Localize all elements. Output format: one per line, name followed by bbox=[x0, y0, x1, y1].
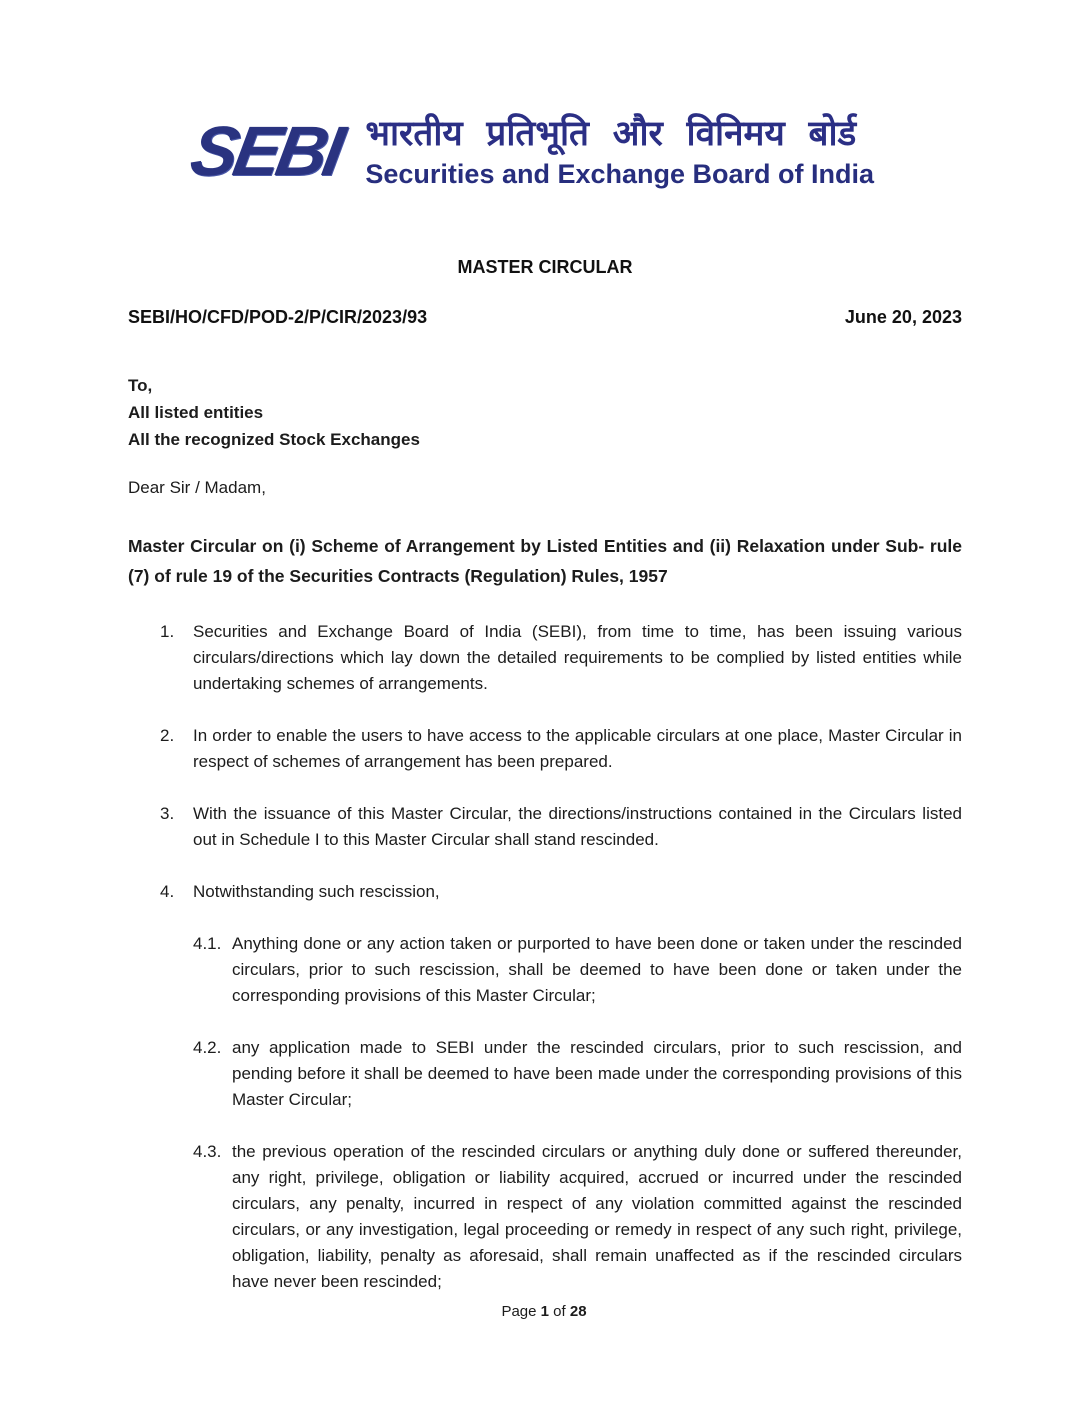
sebi-logo-text bbox=[365, 111, 874, 191]
logo-hindi-text: भारतीय प्रतिभूति और विनिमय बोर्ड bbox=[365, 114, 857, 153]
paragraph-number: 1. bbox=[160, 622, 175, 641]
subject-line: Master Circular on (i) Scheme of Arrangement by Listed Entities and (ii) Relaxation under Sub- rule (7) of rule 19 of the Securities Contracts (Regulation) Rules, 1957 bbox=[128, 536, 962, 586]
subparagraph-number: 4.1. bbox=[193, 934, 222, 953]
circular-number: SEBI/HO/CFD/POD-2/P/CIR/2023/93 bbox=[128, 307, 428, 327]
paragraph-2 bbox=[128, 723, 962, 775]
subparagraph-text: the previous operation of the rescinded circulars or anything duly done or suffered thereunder, any right, privilege, obligation or liability acquired, accrued or incurred under the rescinded circulars, any penalty, incurred in respect of any violation committed against the rescinded circulars, or any investigation, legal proceeding or remedy in respect of any such right, privilege, obligation, liability, penalty as aforesaid, shall remain unaffected as if the rescinded circulars have never been rescinded; bbox=[232, 1142, 962, 1291]
paragraph-1 bbox=[128, 619, 962, 697]
paragraph-4 bbox=[128, 879, 962, 905]
footer-page-prefix: Page bbox=[501, 1303, 541, 1320]
paragraph-text: In order to enable the users to have access to the applicable circulars at one place, Master Circular in respect of schemes of arrangement has been prepared. bbox=[193, 726, 962, 771]
sebi-logo bbox=[185, 100, 962, 202]
addressee-line: All listed entities bbox=[128, 403, 264, 422]
paragraph-text: Notwithstanding such rescission, bbox=[193, 882, 440, 901]
subparagraph-4-3 bbox=[193, 1139, 962, 1295]
paragraph-3 bbox=[128, 801, 962, 853]
subparagraph-number: 4.2. bbox=[193, 1038, 222, 1057]
document-title: MASTER CIRCULAR bbox=[457, 257, 633, 277]
paragraph-number: 4. bbox=[160, 882, 175, 901]
subparagraph-text: Anything done or any action taken or purported to have been done or taken under the rescinded circulars, prior to such rescission, shall be deemed to have been done or taken under the corresponding provisions of this Master Circular; bbox=[232, 934, 962, 1005]
paragraph-number: 2. bbox=[160, 726, 175, 745]
paragraph-text: Securities and Exchange Board of India (SEBI), from time to time, has been issuing various circulars/directions which lay down the detailed requirements to be complied by listed entities while undertaking schemes of arrangements. bbox=[193, 622, 962, 693]
subparagraph-number: 4.3. bbox=[193, 1142, 222, 1161]
salutation: Dear Sir / Madam, bbox=[128, 478, 266, 497]
footer-page-of: of bbox=[549, 1303, 570, 1320]
addressee-block bbox=[128, 372, 962, 453]
sebi-logo-mark: SEBI bbox=[185, 112, 347, 190]
subparagraph-text: any application made to SEBI under the rescinded circulars, prior to such rescission, and pending before it shall be deemed to have been made under the corresponding provisions of this Master Circular; bbox=[232, 1038, 962, 1109]
paragraph-list bbox=[128, 619, 962, 1295]
reference-row bbox=[128, 304, 962, 330]
paragraph-number: 3. bbox=[160, 804, 175, 823]
addressee-line: All the recognized Stock Exchanges bbox=[128, 430, 420, 449]
footer-page-total: 28 bbox=[569, 1303, 587, 1320]
subparagraph-4-1 bbox=[193, 931, 962, 1009]
logo-english-text: Securities and Exchange Board of India bbox=[365, 159, 875, 189]
circular-date: June 20, 2023 bbox=[844, 307, 962, 327]
paragraph-text: With the issuance of this Master Circular, the directions/instructions contained in the Circulars listed out in Schedule I to this Master Circular shall stand rescinded. bbox=[193, 804, 962, 849]
addressee-to: To, bbox=[128, 376, 153, 395]
subparagraph-4-2 bbox=[193, 1035, 962, 1113]
page-footer bbox=[0, 1303, 1088, 1320]
footer-page-number: 1 bbox=[540, 1303, 549, 1320]
